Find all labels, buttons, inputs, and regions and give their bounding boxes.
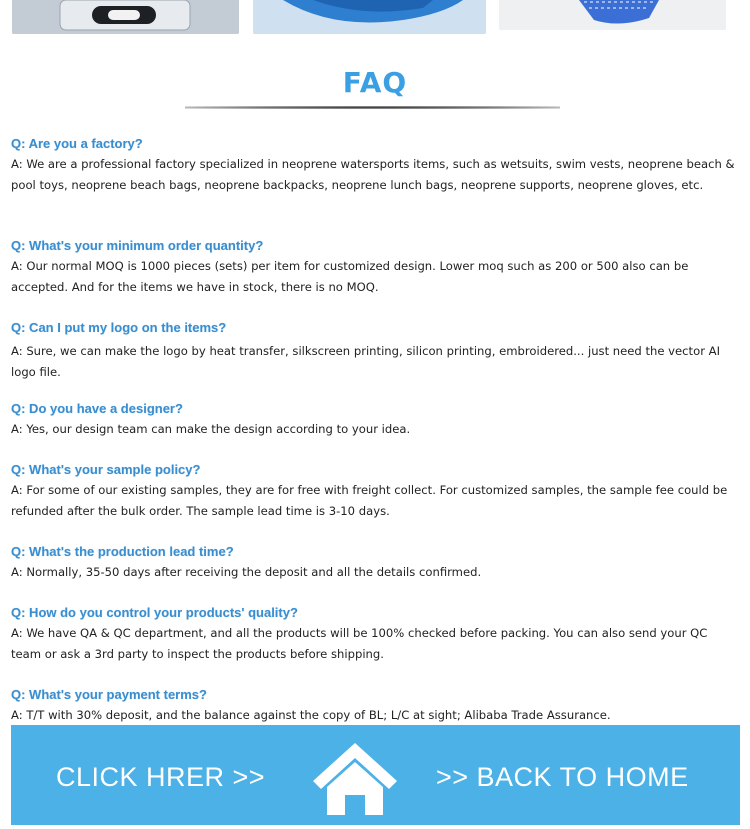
home-icon[interactable] — [309, 737, 401, 819]
back-to-home-banner[interactable] — [11, 725, 740, 825]
faq-answer: A: We have QA & QC department, and all the products will be 100% checked before packing. You can also send your QC team or ask a 3rd party to inspect the products before shipping. — [11, 626, 708, 661]
product-thumbnail[interactable] — [499, 0, 726, 30]
faq-answer: A: Yes, our design team can make the design according to your idea. — [11, 422, 411, 436]
faq-divider — [185, 106, 560, 109]
faq-question: Q: What's your minimum order quantity? — [11, 238, 264, 253]
faq-question: Q: Can I put my logo on the items? — [11, 320, 227, 335]
faq-answer: A: For some of our existing samples, they are for free with freight collect. For customized samples, the sample fee could be refunded after the bulk order. The sample lead time is 3-10 days. — [11, 483, 728, 518]
faq-question: Q: How do you control your products' quality? — [11, 605, 298, 620]
faq-question: Q: What's the production lead time? — [11, 544, 234, 559]
faq-answer: A: Sure, we can make the logo by heat transfer, silkscreen printing, silicon printing, embroidered... just need the vector AI logo file. — [11, 344, 720, 379]
faq-item — [11, 238, 739, 298]
faq-question: Q: Do you have a designer? — [11, 401, 183, 416]
click-here-link[interactable]: CLICK HRER >> — [56, 762, 266, 792]
faq-item — [11, 544, 739, 583]
faq-answer: A: Normally, 35-50 days after receiving the deposit and all the details confirmed. — [11, 565, 482, 579]
faq-item — [11, 462, 739, 522]
faq-question: Q: What's your sample policy? — [11, 462, 201, 477]
product-thumbnail[interactable] — [12, 0, 239, 34]
faq-answer: A: T/T with 30% deposit, and the balance against the copy of BL; L/C at sight; Alibaba Trade Assurance. — [11, 708, 611, 722]
faq-item — [11, 401, 739, 440]
faq-item — [11, 320, 739, 383]
back-to-home-link[interactable]: >> BACK TO HOME — [436, 762, 689, 792]
product-thumbnail[interactable] — [253, 0, 486, 34]
faq-answer: A: We are a professional factory specialized in neoprene watersports items, such as wetsuits, swim vests, neoprene beach & pool toys, neoprene beach bags, neoprene backpacks, neoprene lunch bags, neoprene supports, neoprene gloves, etc. — [11, 157, 735, 192]
faq-answer: A: Our normal MOQ is 1000 pieces (sets) per item for customized design. Lower moq such as 200 or 500 also can be accepted. And for the items we have in stock, there is no MOQ. — [11, 259, 689, 294]
faq-question: Q: What's your payment terms? — [11, 687, 207, 702]
faq-item — [11, 605, 739, 665]
faq-item — [11, 136, 739, 196]
product-image-strip — [0, 0, 750, 36]
faq-heading: FAQ — [342, 66, 408, 99]
faq-question: Q: Are you a factory? — [11, 136, 143, 151]
faq-item — [11, 687, 739, 726]
